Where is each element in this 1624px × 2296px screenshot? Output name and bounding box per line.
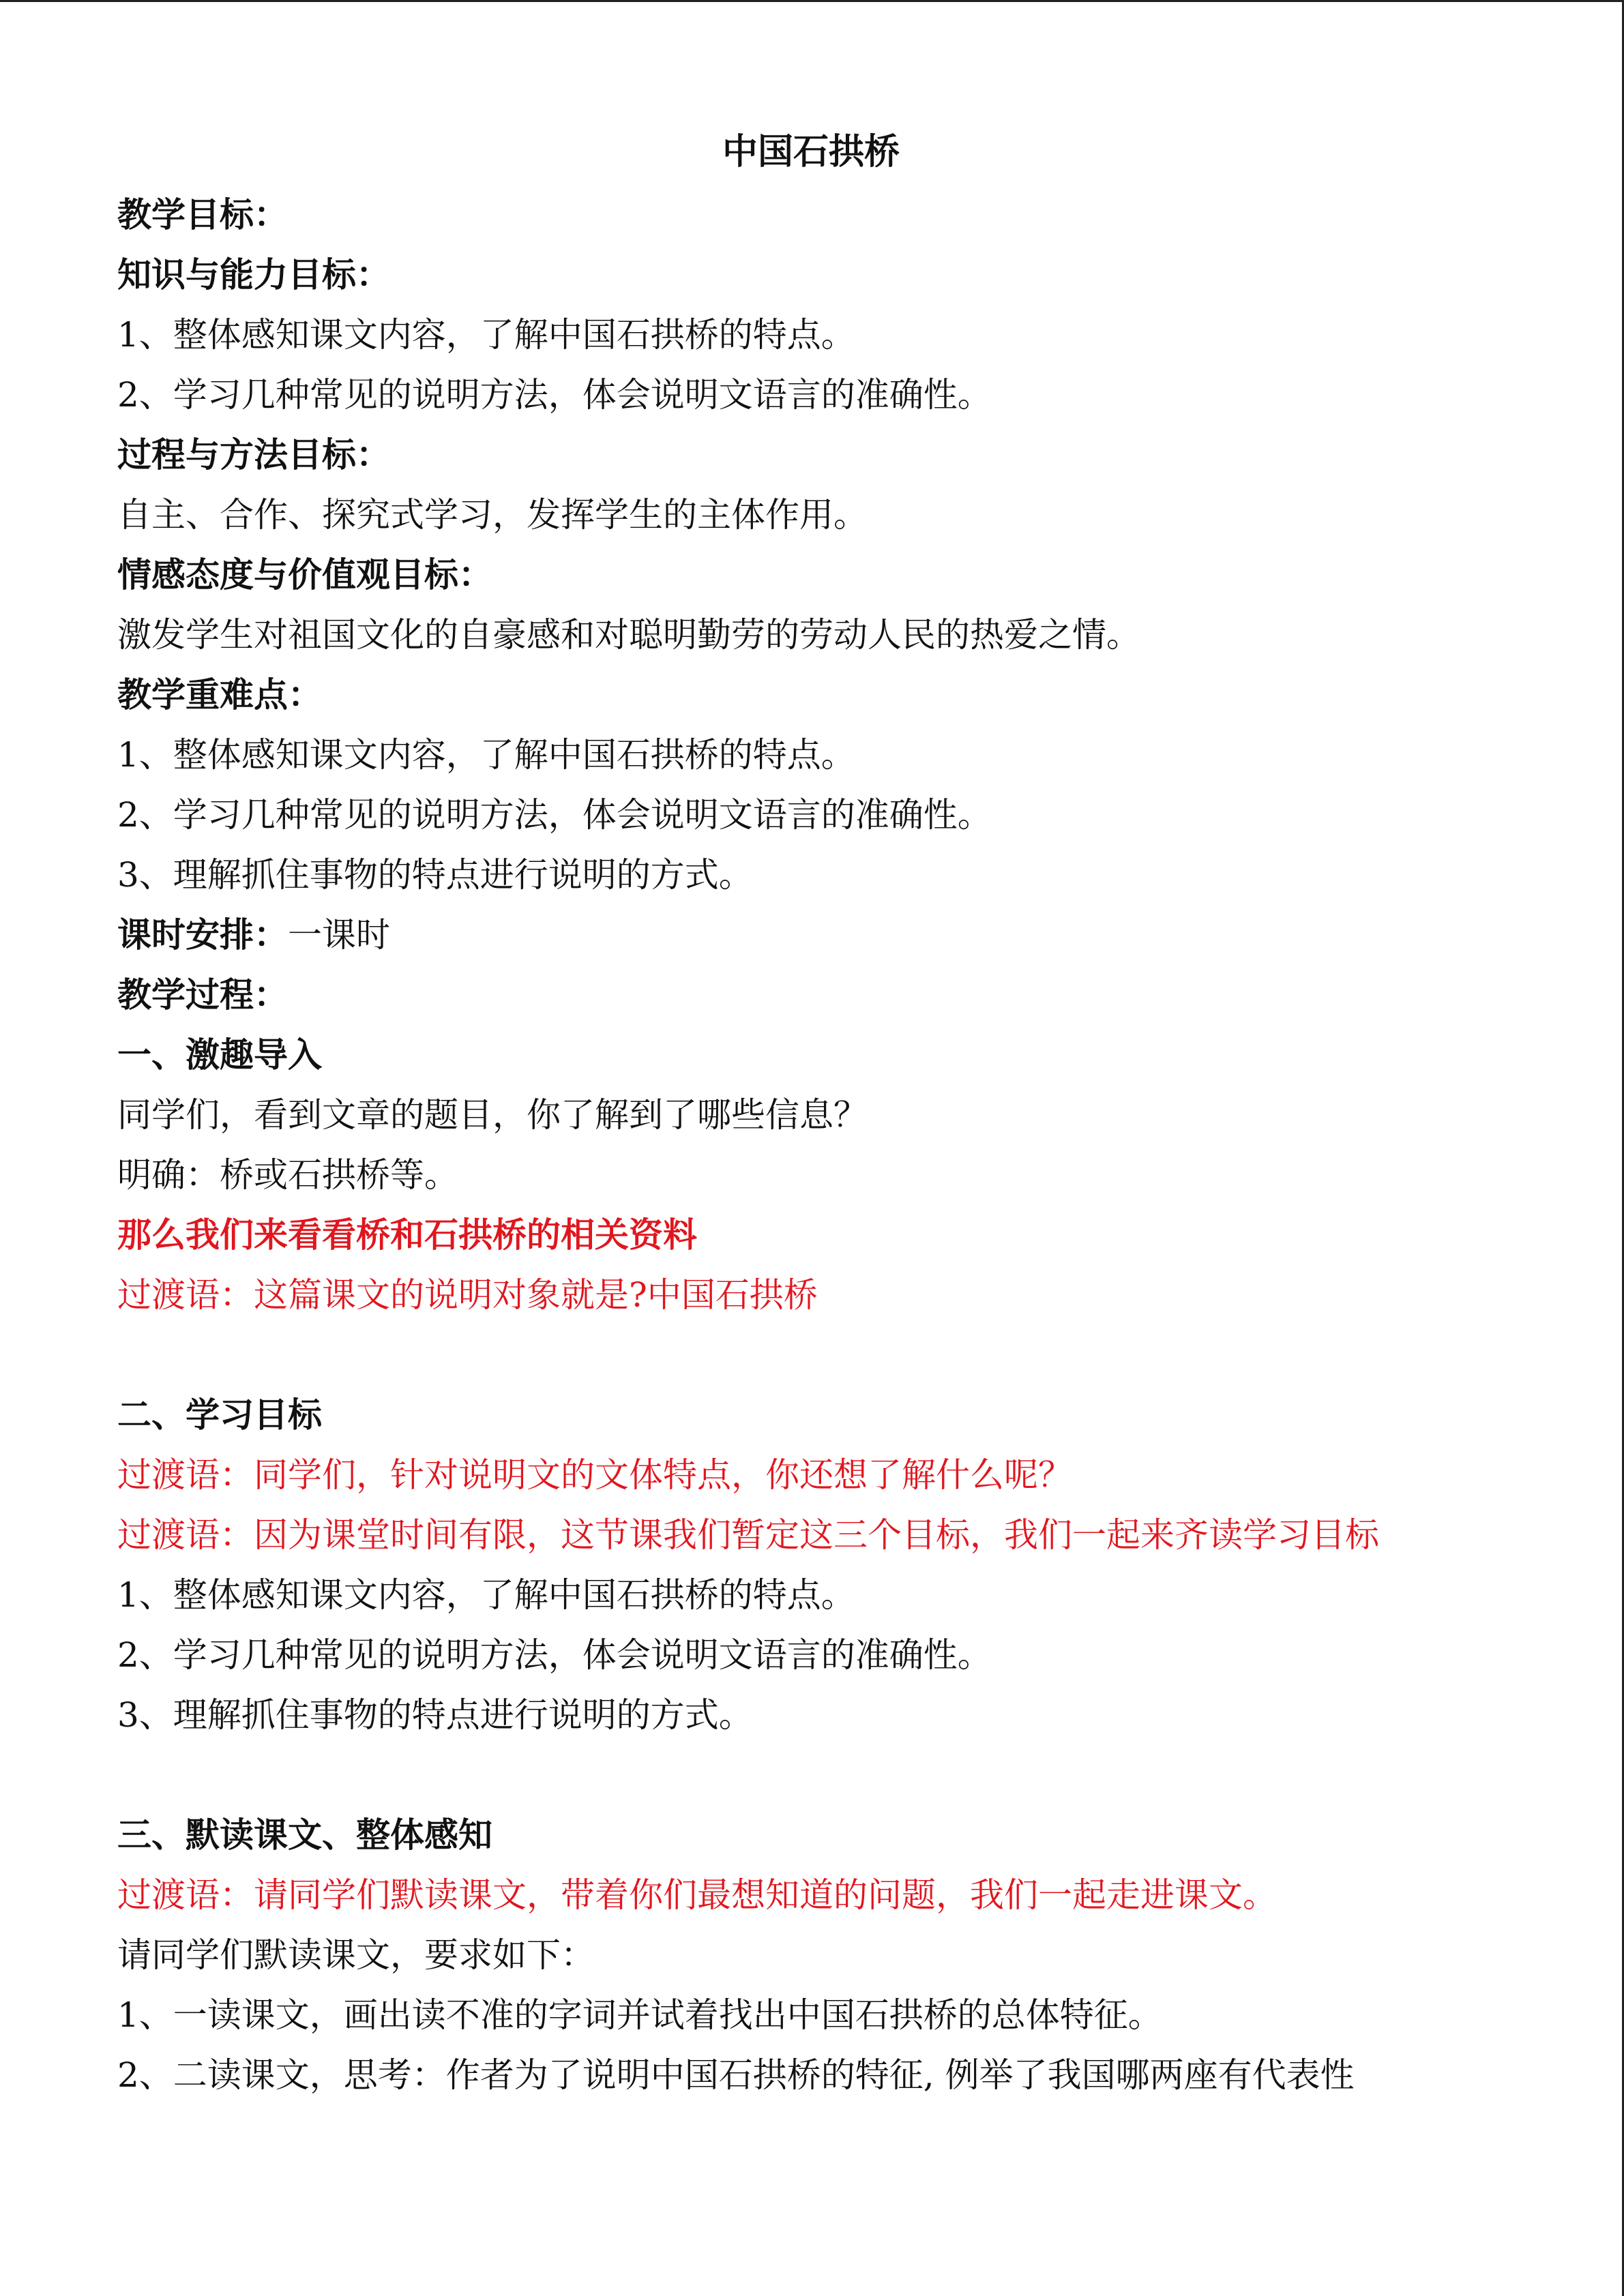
section-2-transition-1: 过渡语：同学们，针对说明文的文体特点，你还想了解什么呢？ — [117, 1455, 1072, 1495]
section-1-heading: 一、激趣导入 — [117, 1035, 322, 1075]
heading-key-points: 教学重难点： — [117, 675, 322, 715]
class-schedule — [117, 905, 1529, 965]
section-1-highlight: 那么我们来看看桥和石拱桥的相关资料 — [117, 1215, 697, 1255]
heading-teaching-process: 教学过程： — [117, 975, 288, 1015]
section-2-goal-1: 1、整体感知课文内容，了解中国石拱桥的特点。 — [117, 1575, 855, 1615]
section-2-goal-2: 2、学习几种常见的说明方法，体会说明文语言的准确性。 — [117, 1635, 992, 1675]
section-3-task-2: 2、二读课文，思考：作者为了说明中国石拱桥的特征, 例举了我国哪两座有代表性 — [117, 2055, 1355, 2095]
section-3-task-1: 1、一读课文，画出读不准的字词并试着找出中国石拱桥的总体特征。 — [117, 1995, 1162, 2035]
heading-process-goals: 过程与方法目标： — [117, 435, 390, 475]
document-title: 中国石拱桥 — [722, 132, 900, 173]
heading-teaching-goals: 教学目标： — [117, 195, 288, 235]
section-3-transition: 过渡语：请同学们默读课文，带着你们最想知道的问题，我们一起走进课文。 — [117, 1875, 1277, 1915]
knowledge-goal-1: 1、整体感知课文内容，了解中国石拱桥的特点。 — [117, 315, 855, 355]
key-point-2: 2、学习几种常见的说明方法，体会说明文语言的准确性。 — [117, 795, 992, 835]
section-2-transition-2: 过渡语：因为课堂时间有限，这节课我们暂定这三个目标，我们一起来齐读学习目标 — [117, 1515, 1379, 1555]
section-1-transition: 过渡语：这篇课文的说明对象就是?中国石拱桥 — [117, 1275, 818, 1315]
blank-line — [117, 1745, 1529, 1805]
emotion-goal: 激发学生对祖国文化的自豪感和对聪明勤劳的劳动人民的热爱之情。 — [117, 615, 1140, 655]
knowledge-goal-2: 2、学习几种常见的说明方法，体会说明文语言的准确性。 — [117, 375, 992, 415]
key-point-1: 1、整体感知课文内容，了解中国石拱桥的特点。 — [117, 735, 855, 775]
section-2-heading: 二、学习目标 — [117, 1395, 322, 1435]
heading-emotion-goals: 情感态度与价值观目标： — [117, 555, 492, 595]
section-1-answer: 明确：桥或石拱桥等。 — [117, 1155, 458, 1195]
key-point-3: 3、理解抓住事物的特点进行说明的方式。 — [117, 855, 753, 895]
class-schedule-label: 课时安排： — [117, 915, 288, 955]
heading-knowledge-goals: 知识与能力目标： — [117, 255, 390, 295]
section-2-goal-3: 3、理解抓住事物的特点进行说明的方式。 — [117, 1695, 753, 1735]
document-body — [117, 185, 1529, 2105]
class-schedule-value: 一课时 — [288, 915, 390, 955]
process-goal: 自主、合作、探究式学习，发挥学生的主体作用。 — [117, 495, 868, 535]
blank-line — [117, 1325, 1529, 1385]
section-3-heading: 三、默读课文、整体感知 — [117, 1815, 492, 1855]
section-1-question: 同学们，看到文章的题目，你了解到了哪些信息？ — [117, 1095, 868, 1135]
section-3-instructions: 请同学们默读课文，要求如下： — [117, 1935, 595, 1975]
